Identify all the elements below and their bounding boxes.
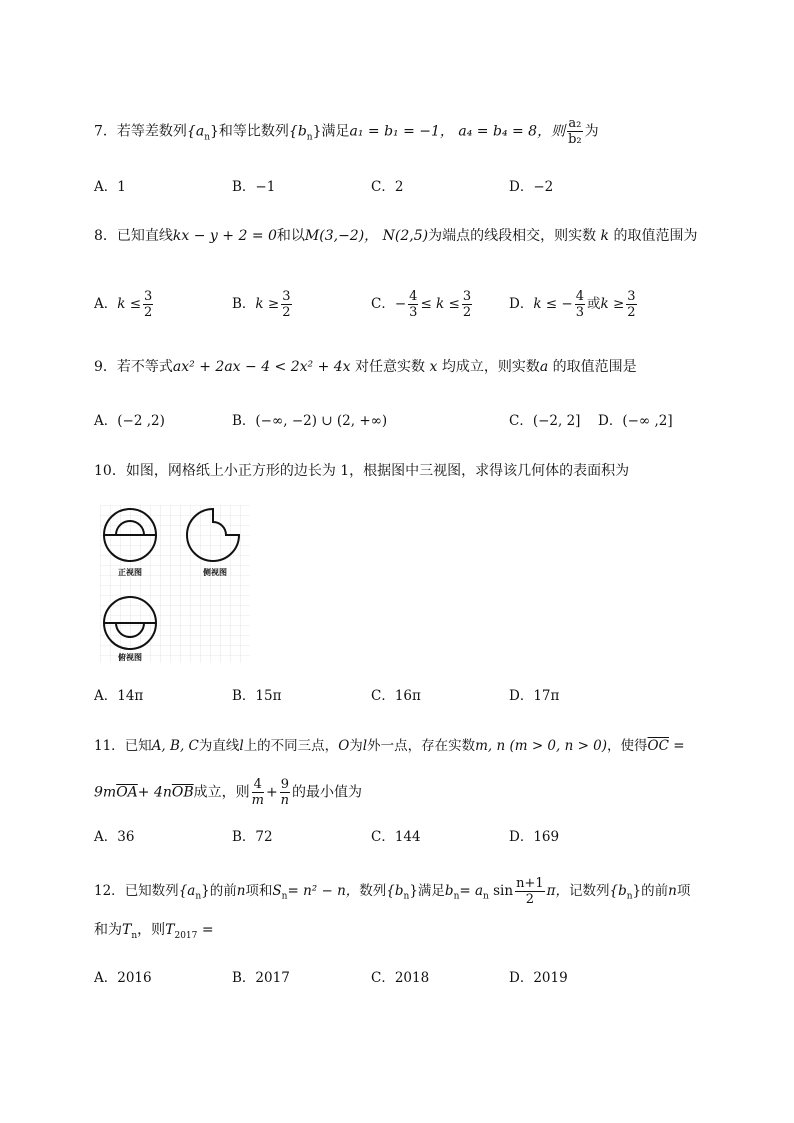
frac-num: 4 [409, 289, 418, 304]
frac-num: 4 [252, 777, 264, 793]
frac-num: 9 [280, 777, 289, 792]
q12-text-i: ，则 [137, 922, 166, 938]
var-a: a [539, 359, 549, 375]
q11-text-f: ，使得 [607, 738, 648, 754]
q10-option-d[interactable]: D．17π [509, 688, 560, 704]
q8-text-a: 已知直线 [116, 228, 173, 244]
q9-option-a[interactable]: A．(−2 ,2) [94, 413, 165, 429]
frac-num: 3 [144, 289, 153, 304]
question-number: 12． [94, 883, 125, 899]
top-view-label: 俯视图 [118, 652, 142, 662]
frac-den: n [280, 793, 290, 808]
q12-text-g: 的前 [641, 883, 669, 899]
q8-stem [94, 226, 697, 246]
plus: + [265, 784, 278, 801]
q7-stem [94, 116, 599, 147]
pi: π， [546, 883, 569, 899]
option-expr: k ≥ [600, 296, 625, 312]
option-label: A． [94, 296, 118, 312]
seq-a: {a [186, 123, 205, 140]
frac-num: a₂ [568, 116, 582, 131]
brace: } [209, 123, 219, 140]
cond1: a₁ = b₁ = −1， [349, 123, 454, 140]
frac-num: n+1 [516, 876, 544, 891]
equals: = [673, 738, 685, 754]
var-k: k [600, 228, 610, 244]
question-number: 8． [94, 228, 117, 244]
q8-option-a[interactable] [94, 289, 155, 320]
equals: = [201, 922, 214, 938]
sub-n: n [204, 132, 210, 143]
line-equation: kx − y + 2 = 0 [172, 228, 277, 244]
q8-option-b[interactable] [232, 289, 294, 320]
coef-9m: 9m [94, 784, 117, 801]
option-label: D． [509, 296, 534, 312]
sn-equation: = n² − n， [287, 883, 360, 899]
frac-num: 3 [462, 289, 472, 304]
point-o: O [338, 738, 350, 754]
option-expr: k ≤ [117, 296, 142, 312]
grid-background [100, 505, 250, 663]
fraction-n1-2 [515, 876, 545, 907]
q11-text-g: 成立，则 [193, 784, 250, 801]
fraction [281, 289, 291, 320]
sub-n: n [306, 132, 313, 143]
coef-4n: + 4n [137, 784, 172, 801]
q12-text-a: 已知数列 [124, 883, 179, 899]
var-b: b [444, 883, 454, 899]
q9-option-c[interactable]: C．(−2, 2] [509, 413, 581, 429]
q7-option-b[interactable]: B．−1 [232, 179, 276, 195]
question-number: 10． [94, 463, 126, 479]
q9-stem [94, 357, 637, 377]
q8-text-d: 的取值范围为 [613, 228, 698, 244]
fraction [626, 289, 636, 320]
var-x: x [429, 359, 438, 375]
q10-option-c[interactable]: C．16π [371, 688, 421, 704]
q7-text-b: 和等比数列 [218, 123, 289, 140]
q9-text-b: 对任意实数 [355, 359, 426, 375]
frac-den: m [251, 793, 264, 808]
sub-n: n [403, 891, 410, 902]
q9-text-a: 若不等式 [116, 359, 173, 375]
option-label: C． [371, 296, 395, 312]
q12-option-d[interactable]: D．2019 [509, 970, 568, 986]
q10-option-a[interactable]: A．14π [94, 688, 144, 704]
q12-stem-line2 [94, 920, 214, 946]
q12-text-f: 记数列 [568, 883, 610, 899]
q10-stem [94, 461, 629, 481]
q11-text-h: 的最小值为 [292, 784, 362, 801]
frac-den: 2 [525, 892, 534, 907]
q12-line2-text: 和为 [94, 922, 122, 938]
q7-option-d[interactable]: D．−2 [509, 179, 554, 195]
var-t: T [122, 922, 132, 938]
seq-b: {b [609, 883, 627, 899]
q12-text-c: 项和 [245, 883, 273, 899]
q8-option-d[interactable] [509, 289, 639, 320]
sub-n: n [483, 891, 489, 902]
q11-option-c[interactable]: C．144 [371, 829, 421, 845]
sub-n: n [131, 930, 138, 941]
option-expr: ≤ k ≤ [420, 296, 460, 312]
q7-text-c: 满足 [321, 123, 350, 140]
or-text: 或 [587, 296, 601, 312]
var-t: T [165, 922, 175, 938]
q12-text-h: 项 [676, 883, 691, 899]
q7-text-d: 为 [584, 123, 599, 140]
q11-text-e: 外一点，存在实数 [367, 738, 476, 754]
q11-stem-line1 [94, 736, 685, 756]
q9-option-b[interactable]: B．(−∞, −2) ∪ (2, +∞) [232, 413, 388, 429]
sin-func: sin [493, 883, 514, 899]
option-expr: k ≥ [255, 296, 280, 312]
fraction-4-m [252, 777, 264, 808]
frac-den: 3 [409, 305, 418, 320]
fraction-9-n [280, 777, 290, 808]
q11-text-d: 为 [349, 738, 363, 754]
frac-den: b₂ [568, 132, 582, 147]
frac-den: 2 [144, 305, 153, 320]
var-l: l [239, 738, 244, 754]
q12-option-a[interactable]: A．2016 [94, 970, 152, 986]
q12-option-c[interactable]: C．2018 [371, 970, 430, 986]
q11-text-c: 上的不同三点， [243, 738, 339, 754]
brace: } [201, 883, 210, 899]
q10-option-b[interactable]: B．15π [232, 688, 282, 704]
frac-den: 2 [282, 305, 291, 320]
q12-text-d: 数列 [359, 883, 387, 899]
fraction [408, 289, 418, 320]
frac-num: 3 [282, 289, 291, 304]
three-view-figure [100, 505, 250, 663]
q9-text-c: 均成立，则实数 [441, 359, 540, 375]
q8-option-c[interactable] [371, 289, 474, 320]
question-number: 11． [94, 738, 125, 754]
q12-text-e: 满足 [417, 883, 445, 899]
front-view-label: 正视图 [118, 567, 142, 577]
q11-stem-line2 [94, 777, 362, 808]
q11-text-b: 为直线 [198, 738, 240, 754]
q12-text-b: 的前 [209, 883, 237, 899]
seq-a: {a [178, 883, 196, 899]
q11-text-a: 已知 [124, 738, 152, 754]
question-number: 9． [94, 359, 117, 375]
option-label: B． [232, 296, 256, 312]
q7-option-c[interactable]: C．2 [371, 179, 404, 195]
brace: } [632, 883, 642, 899]
seq-b: {b [288, 123, 307, 140]
q9-option-d[interactable]: D．(−∞ ,2] [598, 413, 673, 429]
minus: − [394, 296, 407, 312]
q11-option-b[interactable]: B．72 [232, 829, 273, 845]
var-s: S [272, 883, 282, 899]
frac-den: 3 [575, 305, 584, 320]
frac-den: 2 [627, 305, 636, 320]
fraction [143, 289, 153, 320]
q8-text-b: 和以 [276, 228, 305, 244]
q11-option-a[interactable]: A．36 [94, 829, 135, 845]
var-l: l [362, 738, 368, 754]
point-n: N(2,5) [382, 228, 429, 244]
side-view-label: 侧视图 [203, 567, 227, 577]
var-mn: m, n (m > 0, n > 0) [475, 738, 608, 754]
brace: } [409, 883, 418, 899]
q12-stem-line1 [94, 876, 690, 907]
var-n: n [236, 883, 246, 899]
seq-b: {b [386, 883, 404, 899]
vector-oc: $\overline{OC}$ [647, 738, 669, 754]
three-view-drawing [100, 505, 250, 663]
cond2: a₄ = b₄ = 8，则 [458, 123, 566, 140]
sub-n: n [195, 891, 202, 902]
sub-n: n [453, 891, 460, 902]
frac-num: 4 [575, 289, 584, 304]
inequality: ax² + 2ax − 4 < 2x² + 4x [172, 359, 351, 375]
q12-option-b[interactable]: B．2017 [232, 970, 290, 986]
brace: } [312, 123, 322, 140]
q10-text: 如图，网格纸上小正方形的边长为 1，根据图中三视图，求得该几何体的表面积为 [125, 463, 630, 479]
question-number: 7． [94, 123, 117, 140]
sub-n: n [281, 891, 288, 902]
vector-ob: $\overline{OB}$ [171, 784, 194, 801]
q11-option-d[interactable]: D．169 [509, 829, 560, 845]
frac-den: 2 [462, 305, 472, 320]
fraction [462, 289, 472, 320]
fraction-a2-b2 [567, 116, 583, 147]
option-expr: k ≤ − [533, 296, 573, 312]
q9-text-d: 的取值范围是 [552, 359, 637, 375]
point-m: M(3,−2)， [304, 228, 379, 244]
q7-text-a: 若等差数列 [116, 123, 187, 140]
bn-equation: = a [459, 883, 484, 899]
var-n: n [668, 883, 677, 899]
q7-option-a[interactable]: A．1 [94, 179, 126, 195]
points-abc: A, B, C [151, 738, 199, 754]
sub-n: n [626, 891, 633, 902]
vector-oa: $\overline{OA}$ [116, 784, 138, 801]
fraction [575, 289, 585, 320]
sub-2017: 2017 [174, 930, 198, 941]
frac-num: 3 [627, 289, 636, 304]
q8-text-c: 为端点的线段相交，则实数 [428, 228, 597, 244]
